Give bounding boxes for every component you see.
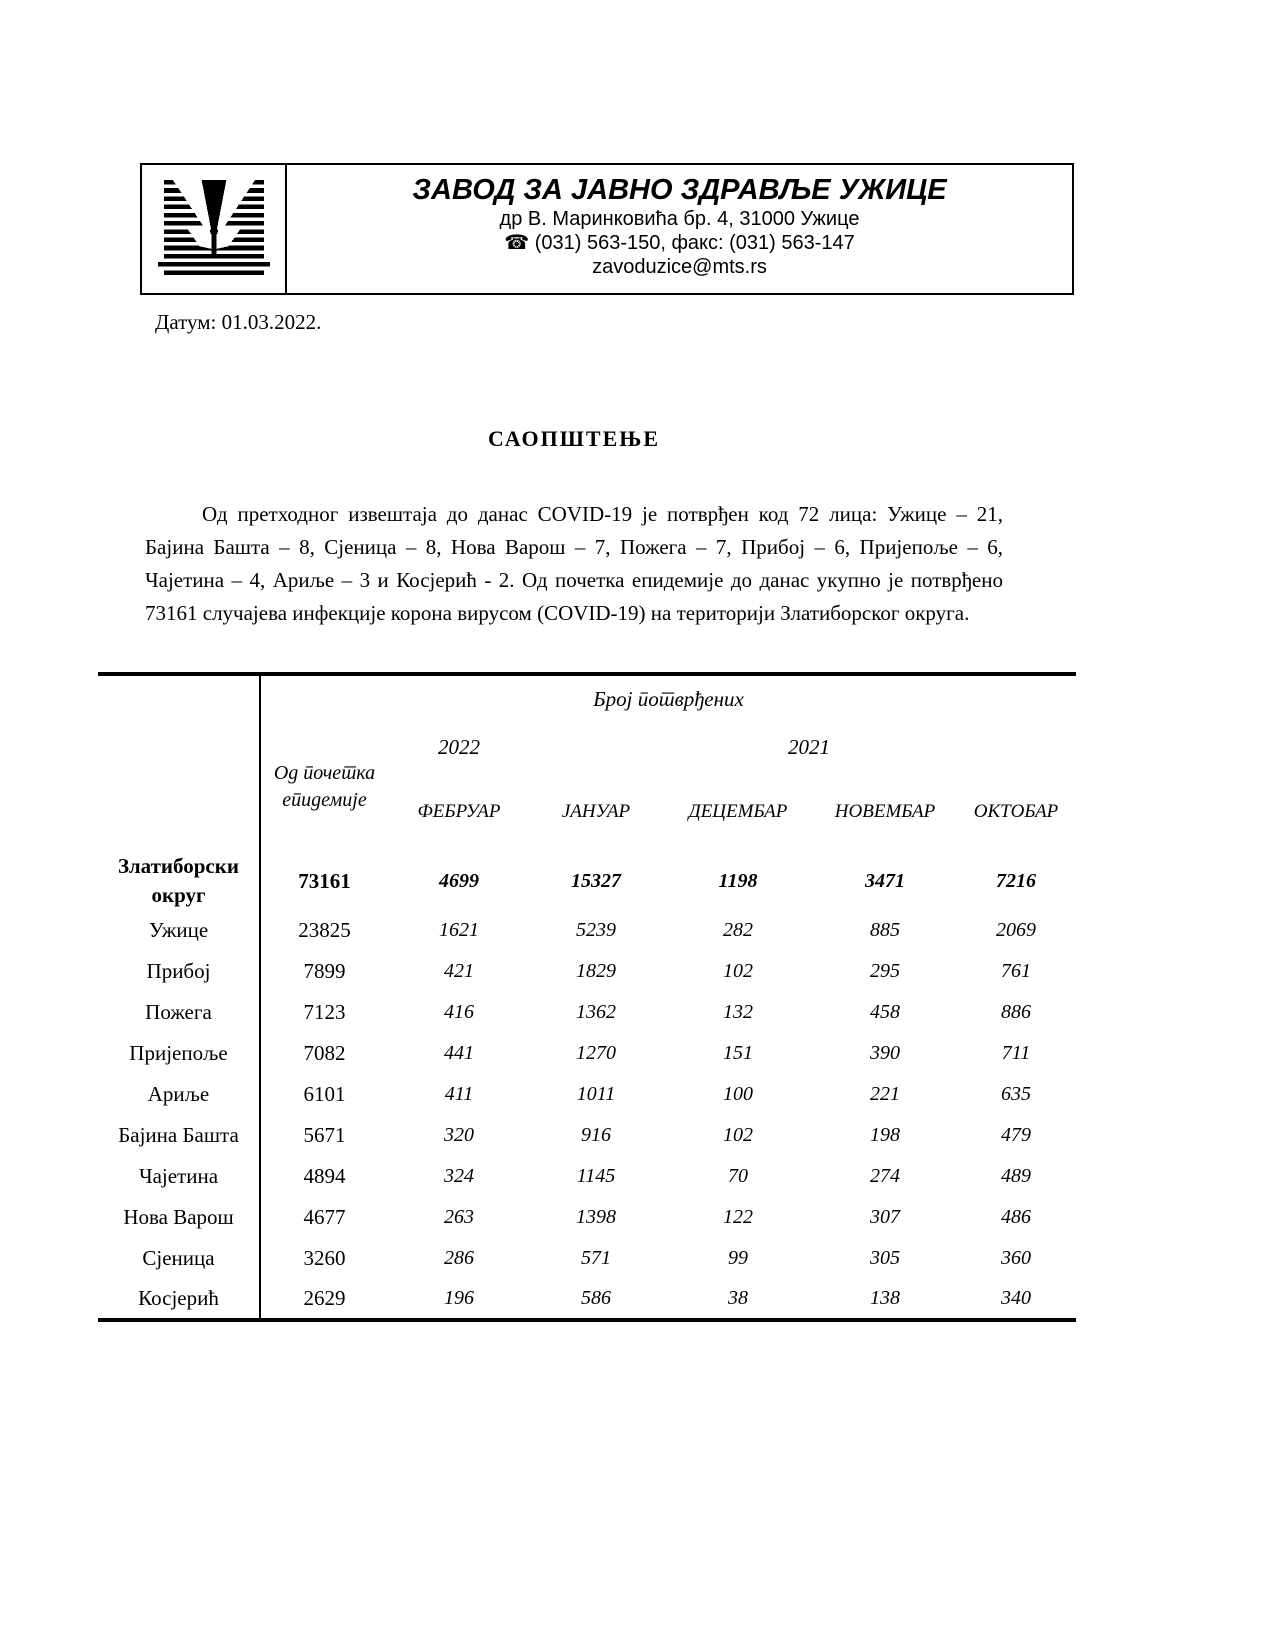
cell-january: 916: [581, 1124, 611, 1146]
cell-january: 1362: [576, 1001, 616, 1023]
cell-december: 102: [723, 1124, 753, 1146]
cell-october: 340: [1001, 1287, 1032, 1309]
org-info: [287, 165, 1072, 293]
cell-october: 761: [1001, 960, 1032, 982]
table-row: [98, 951, 1076, 992]
cell-january: 15327: [571, 869, 621, 892]
cell-december: 132: [723, 1001, 753, 1023]
cell-total: 3260: [303, 1246, 346, 1270]
cell-december: 100: [723, 1083, 753, 1105]
table-row: [98, 1279, 1076, 1320]
cell-january: 571: [581, 1247, 611, 1269]
cell-december: 151: [723, 1042, 753, 1064]
cell-november: 198: [870, 1124, 900, 1146]
cell-november: 307: [870, 1206, 900, 1228]
cell-february: 263: [444, 1206, 474, 1228]
letterhead-box: [140, 163, 1074, 295]
month-header-december: ДЕЦЕМБАР: [688, 801, 788, 822]
table-row: [98, 852, 1076, 910]
cell-october: 635: [1001, 1083, 1032, 1105]
cell-january: 586: [581, 1287, 611, 1309]
cell-total: 73161: [298, 868, 351, 893]
table-body: [98, 852, 1076, 1320]
cell-february: 324: [444, 1165, 474, 1187]
cell-total: 7082: [303, 1041, 346, 1065]
region-label: Златиборски округ: [98, 852, 260, 910]
cell-december: 1198: [718, 869, 758, 892]
cell-october: 489: [1001, 1165, 1032, 1187]
cell-january: 1011: [576, 1083, 616, 1105]
cell-november: 458: [870, 1001, 900, 1023]
corner-cell: [98, 674, 260, 852]
cell-total: 7123: [303, 1000, 346, 1024]
institute-logo: [158, 180, 270, 278]
cell-total: 23825: [298, 918, 351, 942]
table-row: [98, 1156, 1076, 1197]
cell-november: 274: [870, 1165, 900, 1187]
cell-december: 99: [728, 1247, 748, 1269]
table-row: [98, 1033, 1076, 1074]
table-row: [98, 1238, 1076, 1279]
cell-january: 1398: [576, 1206, 616, 1228]
region-label: Прибој: [98, 951, 260, 992]
cell-february: 421: [444, 960, 474, 982]
cell-january: 5239: [576, 919, 616, 941]
region-label: Бајина Башта: [98, 1115, 260, 1156]
cell-december: 38: [728, 1287, 748, 1309]
month-header-november: НОВЕМБАР: [834, 801, 936, 822]
region-label: Чајетина: [98, 1156, 260, 1197]
cell-november: 885: [870, 919, 900, 941]
cell-total: 5671: [303, 1123, 346, 1147]
org-email: zavoduzice@mts.rs: [592, 256, 767, 278]
cell-february: 4699: [439, 869, 479, 892]
table-main-header: Број потврђених: [593, 686, 744, 711]
table-row: [98, 992, 1076, 1033]
covid-table: [98, 672, 1076, 1322]
region-label: Косјерић: [98, 1279, 260, 1320]
cell-january: 1270: [576, 1042, 616, 1064]
doc-title: САОПШТЕЊЕ: [487, 426, 661, 451]
empty-cell: [956, 722, 1076, 772]
org-address: др В. Маринковића бр. 4, 31000 Ужице: [499, 208, 860, 230]
cell-october: 886: [1001, 1001, 1032, 1023]
cell-total: 2629: [303, 1286, 346, 1310]
org-name: ЗАВОД ЗА ЈАВНО ЗДРАВЉЕ УЖИЦЕ: [412, 174, 947, 206]
cell-november: 305: [870, 1247, 900, 1269]
org-phone: (031) 563-150, факс: (031) 563-147: [534, 232, 855, 254]
cell-november: 138: [870, 1287, 900, 1309]
cell-february: 441: [444, 1042, 474, 1064]
table-row: [98, 1115, 1076, 1156]
year-2022: 2022: [438, 734, 480, 759]
cell-october: 711: [1001, 1042, 1031, 1064]
date-line: Датум: 01.03.2022.: [155, 310, 322, 334]
cell-december: 282: [723, 919, 753, 941]
region-label: Сјеница: [98, 1238, 260, 1279]
cell-february: 416: [444, 1001, 474, 1023]
cell-february: 286: [444, 1247, 474, 1269]
month-header-january: ЈАНУАР: [561, 801, 631, 822]
cell-february: 1621: [439, 919, 479, 941]
cell-january: 1829: [576, 960, 616, 982]
year-2021: 2021: [788, 734, 830, 759]
telephone-icon: ☎: [504, 232, 530, 254]
cell-november: 221: [870, 1083, 900, 1105]
cell-february: 411: [444, 1083, 474, 1105]
cell-october: 2069: [996, 919, 1037, 941]
month-header-october: ОКТОБАР: [973, 801, 1059, 822]
table-header: [98, 674, 1076, 852]
cell-november: 390: [870, 1042, 900, 1064]
table-row: [98, 1197, 1076, 1238]
cell-november: 3471: [865, 869, 905, 892]
logo-cell: [142, 165, 287, 293]
cell-total: 4677: [303, 1205, 346, 1229]
cell-october: 486: [1001, 1206, 1032, 1228]
table-row: [98, 910, 1076, 951]
region-label: Нова Варош: [98, 1197, 260, 1238]
cell-february: 196: [444, 1287, 474, 1309]
cell-october: 7216: [996, 869, 1037, 892]
cell-october: 479: [1001, 1124, 1032, 1146]
region-label: Пријепоље: [98, 1033, 260, 1074]
table-row: [98, 1074, 1076, 1115]
region-label: Пожега: [98, 992, 260, 1033]
cell-december: 122: [723, 1206, 753, 1228]
cell-total: 4894: [303, 1164, 346, 1188]
org-phone-line: [287, 231, 1072, 255]
region-label: Ужице: [98, 910, 260, 951]
cell-total: 7899: [303, 959, 346, 983]
empty-cell: [530, 722, 662, 772]
cell-february: 320: [444, 1124, 474, 1146]
cell-total: 6101: [303, 1082, 346, 1106]
span-header-row: [98, 674, 1076, 722]
cell-october: 360: [1001, 1247, 1032, 1269]
cell-december: 102: [723, 960, 753, 982]
cell-november: 295: [870, 960, 900, 982]
region-label: Ариље: [98, 1074, 260, 1115]
month-header-february: ФЕБРУАР: [417, 801, 501, 822]
report-paragraph: Од претходног извештаја до данас COVID-19 је потврђен код 72 лица: Ужице – 21, Бајина Башта – 8, Сјеница – 8, Нова Варош – 7, Пожега – 7, Прибој – 6, Пријепоље – 6, Чајетина – 4, Ариље – 3 и Косјерић - 2. Од почетка епидемије до данас укупно је потврђено 73161 случајева инфекције корона вирусом (COVID-19) на територији Златиборског округа.: [145, 502, 1003, 625]
cell-january: 1145: [576, 1165, 616, 1187]
first-col-header: Од почетка епидемије: [273, 762, 376, 811]
cell-december: 70: [728, 1165, 748, 1187]
